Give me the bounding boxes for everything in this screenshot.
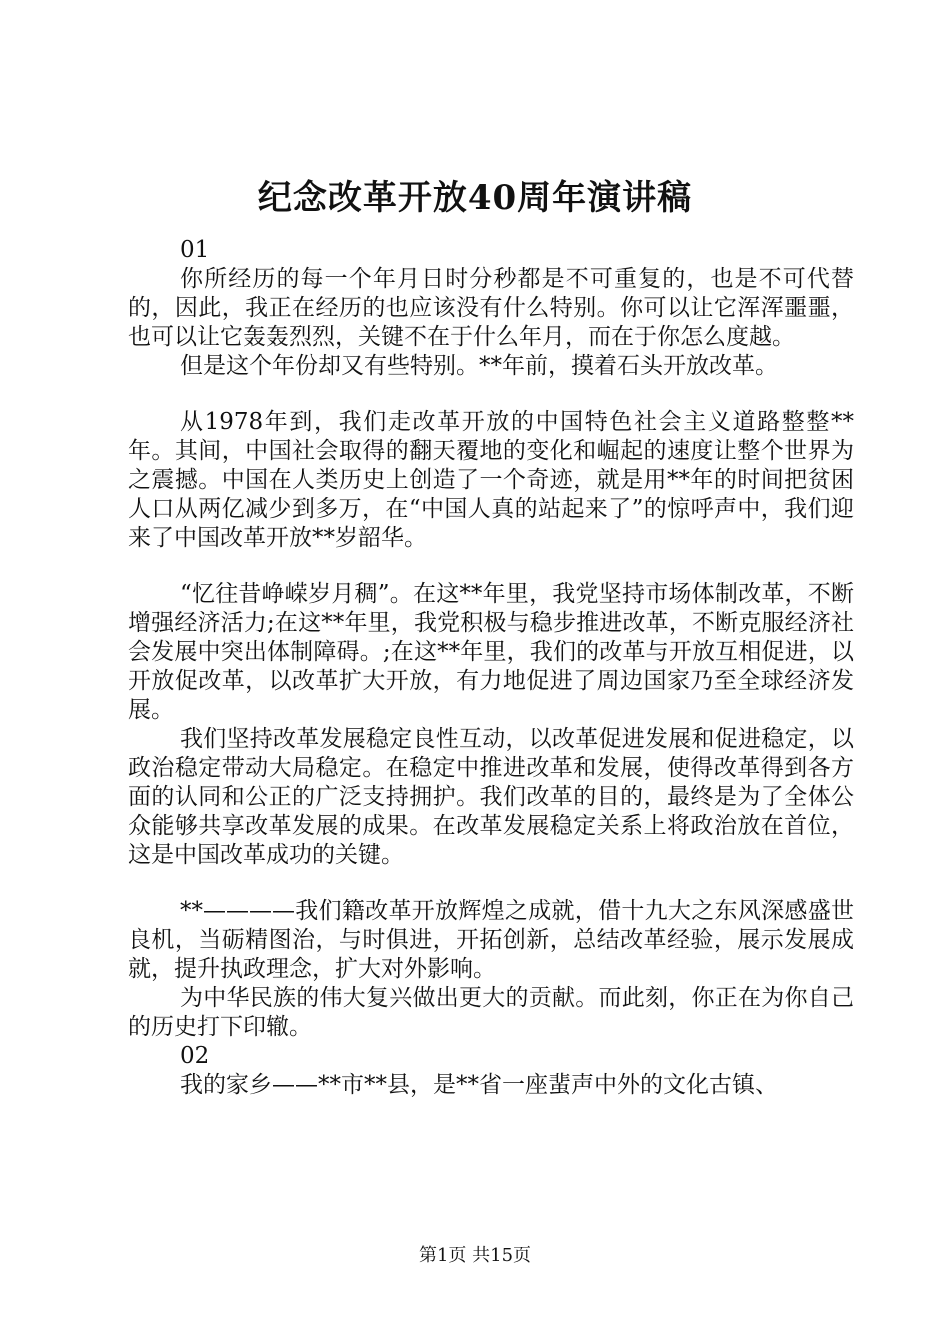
section-number-02: 02 xyxy=(180,1043,210,1069)
body-paragraph: 我的家乡——**市**县，是**省一座蜚声中外的文化古镇、 xyxy=(180,1072,778,1098)
body-paragraph: **————我们籍改革开放辉煌之成就，借十九大之东风深感盛世良机，当砺精图治，与时俱进，开拓创新，总结改革经验，展示发展成就，提升执政理念，扩大对外影响。 xyxy=(128,898,854,982)
body-paragraph: 从1978年到，我们走改革开放的中国特色社会主义道路整整**年。其间，中国社会取得的翻天覆地的变化和崛起的速度让整个世界为之震撼。中国在人类历史上创造了一个奇迹，就是用**年的时间把贫困人口从两亿减少到多万，在“中国人真的站起来了”的惊呼声中，我们迎来了中国改革开放**岁韶华。 xyxy=(128,409,854,551)
body-paragraph: 为中华民族的伟大复兴做出更大的贡献。而此刻，你正在为你自己的历史打下印辙。 xyxy=(128,985,854,1040)
body-paragraph: 但是这个年份却又有些特别。**年前，摸着石头开放改革。 xyxy=(180,353,778,379)
document-body xyxy=(128,236,854,1100)
paragraph-spacer xyxy=(128,381,854,408)
page-footer: 第1页 共15页 xyxy=(418,1245,532,1266)
section-number-01: 01 xyxy=(180,237,210,263)
body-paragraph: 你所经历的每一个年月日时分秒都是不可重复的，也是不可代替的，因此，我正在经历的也应该没有什么特别。你可以让它浑浑噩噩，也可以让它轰轰烈烈，关键不在于什么年月，而在于你怎么度越。 xyxy=(128,266,854,350)
paragraph-spacer xyxy=(128,553,854,580)
body-paragraph: 我们坚持改革发展稳定良性互动，以改革促进发展和促进稳定，以政治稳定带动大局稳定。在稳定中推进改革和发展，使得改革得到各方面的认同和公正的广泛支持拥护。我们改革的目的，最终是为了全体公众能够共享改革发展的成果。在改革发展稳定关系上将政治放在首位，这是中国改革成功的关键。 xyxy=(128,726,854,868)
body-paragraph: “忆往昔峥嵘岁月稠”。在这**年里，我党坚持市场体制改革，不断增强经济活力;在这**年里，我党积极与稳步推进改革，不断克服经济社会发展中突出体制障碍。;在这**年里，我们的改革与开放互相促进，以开放促改革，以改革扩大开放，有力地促进了周边国家乃至全球经济发展。 xyxy=(128,581,854,723)
paragraph-spacer xyxy=(128,870,854,897)
document-title: 纪念改革开放40周年演讲稿 xyxy=(257,178,693,218)
